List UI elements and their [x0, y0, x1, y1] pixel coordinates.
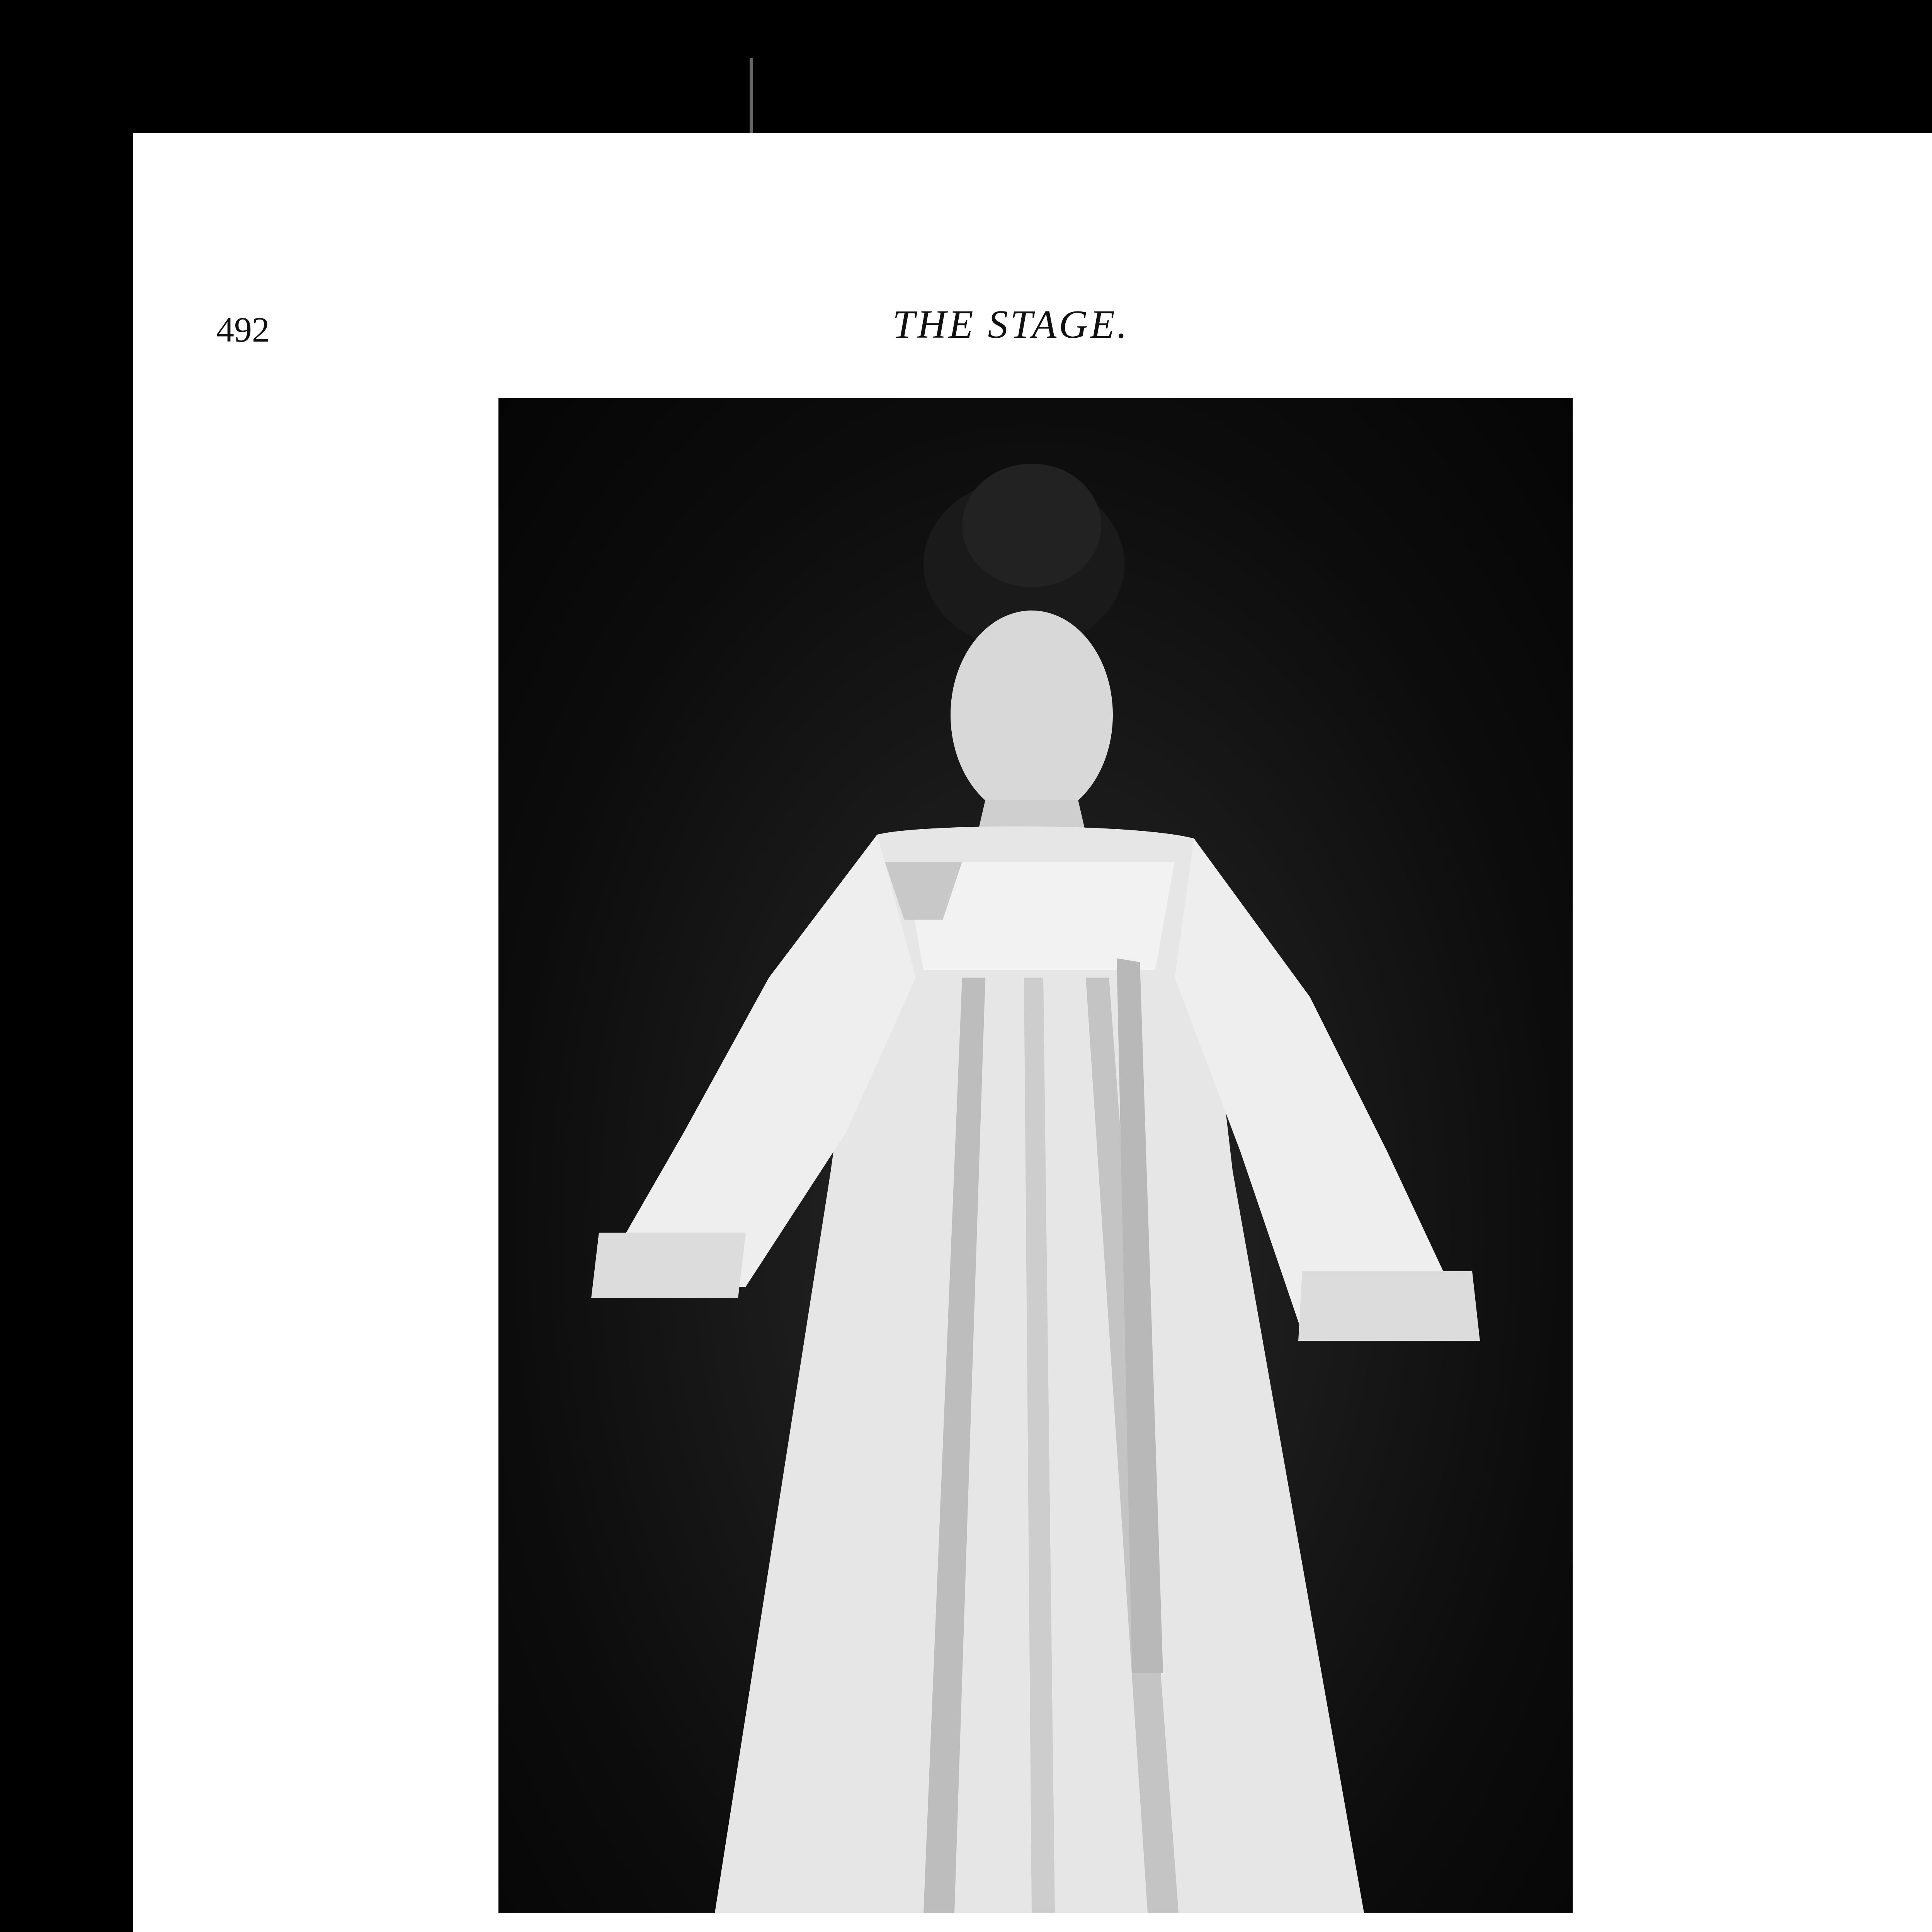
portrait-photograph	[498, 398, 1573, 1913]
page-number: 492	[216, 310, 270, 349]
binding-mark	[750, 58, 753, 139]
running-title: THE STAGE.	[893, 302, 1129, 347]
portrait-figure	[498, 398, 1573, 1913]
